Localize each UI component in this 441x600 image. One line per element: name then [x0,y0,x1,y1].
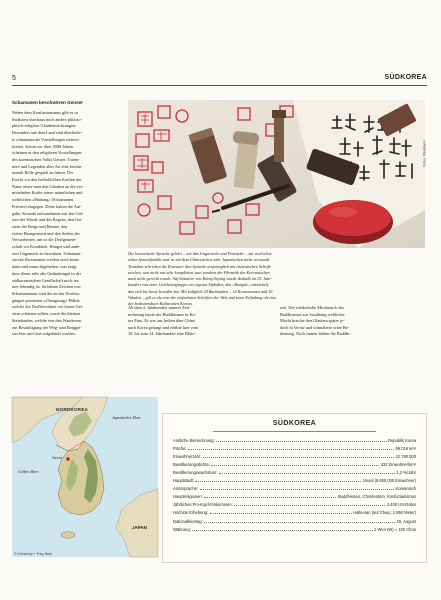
text-line: doch in Verruf und schmälerte seine Be- [280,324,350,330]
fact-value: Seoul (9.650.000 Einwohner) [362,478,416,484]
text-line: Südkorea durchaus noch andere philoso- [12,116,82,122]
text-line: rechnung fasste der Buddhismus in Ko- [128,311,197,317]
text-line: Trotzdem schrieben die Koreaner ihre Sprache ursprünglich mit chinesischen Schrift- [128,263,272,269]
fact-label: Bevölkerungswachstum: [173,469,218,475]
label-sea-of-japan: Japanisches Meer [112,415,141,420]
fact-value: Republik Korea [388,437,416,443]
text-line: Priester) entgegen. Diese hatten die Auf- [12,203,82,209]
text-line: 10. bis zum 14. Jahrhundert eine Blüte- [128,331,196,336]
text-line: Schamanismus sind die an des Dorfein- [12,290,81,296]
leader-dots [234,505,385,506]
text-line: mende Rolle gespielt zu haben. Der [12,170,74,176]
fact-value: 15. August [396,518,416,524]
text-line: mer lebendig ist. Sichtbare Zeichen von [12,284,81,290]
text-line: des koreanischen Volks Geister, Totem- [12,156,80,162]
shamanism-heading: Schamanen beschwören Geister [12,100,83,105]
fact-row [173,468,416,475]
text-line: rea Fuss. Er war aus Indien über China [128,318,195,323]
text-line: zur Besänftigung der Weg- und Berggei- [12,324,82,330]
fact-value: 42.780.000 [395,453,416,459]
text-line: Besonders auf dem Land sind überliefer- [12,130,83,136]
seal-photo [128,100,425,248]
fact-value: Halla-san (auf Cheju; 1.950 Meter) [353,510,416,516]
fact-row [173,477,416,484]
shamanism-body [12,110,122,338]
fact-label: Amtssprache: [173,486,199,492]
leader-dots [204,522,395,523]
text-line: dann und wann abgehalten, was zeigt, [12,264,78,270]
fact-value: 1 Won (W) = 100 Chon [374,526,416,532]
fact-label: Fläche: [173,445,187,451]
text-line: hundert von einer Gelehrtengruppe ein eigenes Alphabet, das »Hangul«, entwickelt, [128,282,270,288]
map-credit: © Kümmerly + Frey, Bern [14,552,53,556]
fact-row [173,501,416,508]
text-line: scheinen in den religiösen Vorstellungen [12,150,82,156]
text-line: schen Sprachfamilie und ist mit dem Chinesischen oder Japanischen nicht verwandt. [128,257,271,263]
text-line: der bedeutendsten Kulturtaten Koreas. [128,301,193,307]
fact-row [173,444,416,451]
text-line: Neben dem Konfuzianismus gibt es in [12,110,78,115]
text-line: Buddhismus zur Ausübung weltlicher [280,311,345,317]
fact-value: 99.016 km² [395,445,416,451]
facts-box [162,413,427,563]
text-line: dass dieser sehr alte Gedankengut in der [12,270,82,276]
text-line: phisch-religiöse Glaubensrichtungen: [12,123,77,129]
fact-row [173,517,416,524]
fact-value: Koreanisch [395,486,416,492]
red-ink-pad [313,200,393,244]
fact-label: Währung: [173,526,191,532]
text-line: weiblichen »Mudang« (Schamanen, [12,197,74,203]
text-line: vielen Hausgeistern und den Seelen der [12,230,80,236]
text-line: stische Zeremonien werden noch heute [12,257,80,263]
label-yellow-sea: Gelbes Meer [18,469,39,474]
header-rule [12,85,427,86]
fact-row [173,485,416,492]
leader-dots [204,497,336,498]
text-line: tiere und Legenden aller Art eine bestim- [12,163,83,169]
leader-dots [219,473,395,474]
text-line: stern schützen sollen, sowie die kleinen [12,311,81,317]
fact-label: Bevölkerungsdichte: [173,461,210,467]
fact-row [173,493,416,500]
text-line: gabe, Kontakt aufzunehmen mit den Göt- [12,210,84,216]
text-line: schaft vor Krankheit, Hunger und ande- [12,244,81,250]
label-north-korea: NORDKOREA [56,407,89,412]
text-line: Steinhaufen, welche von den Wanderern [12,317,82,323]
fact-value: 4.400 US-Dollar [386,502,416,508]
fact-value: 1,2 %/Jahr [396,469,416,475]
text-line: nach Korea gelangt und erlebte hier vom [128,324,199,330]
text-line: Vokalen – gilt es als eine der einfachsten Schriften der Welt und seine Erfindung als eine [128,295,277,301]
photo-caption [128,251,425,308]
text-line: zeit. Der wiederholte Missbrauch des [280,305,345,310]
text-line: ster hier und dort aufgehäuft werden. [12,331,76,337]
text-line: auch nicht gerecht wurde. Auf Initiative von König Sejong wurde deshalb im 15. Jahr- [128,276,273,282]
fact-label: Amtliche Bezeichnung: [173,437,215,443]
text-line: Furcht vor den bedrohlichen Kräften der [12,177,82,183]
fact-label: Nationalfeiertag: [173,518,203,524]
text-line: das sich bis heute bewährt hat. Mit lediglich 24 Buchstaben – 14 Konsonanten und 10 [128,288,273,294]
leader-dots [210,513,352,514]
fact-label: Jährliches Pro-Kopf-Einkommen: [173,502,233,508]
text-line: Ab dem 4. Jahrhundert unserer Zeit- [128,305,191,310]
text-line: Die koreanische Sprache gehört – wie das Ungarische und Finnische – zur ural-altai- [128,251,273,256]
leader-dots [188,449,394,450]
facts-title-rule [213,431,376,432]
text-line: zeichen, was nicht nur sehr kompliziert war, sondern der Phonetik des Koreanischen [128,269,270,275]
facts-title: SÜDKOREA [272,420,317,427]
text-line: Natur setzte man den Glauben an die ver- [12,183,84,189]
text-line: Verstorbenen, um so die Dorfgemein- [12,237,77,243]
text-line: stern der Berge und Bäume, den [12,223,68,229]
leader-dots [195,481,361,482]
fact-row [173,452,416,459]
fact-row [173,460,416,467]
text-line: mittelnden Kräfte seiner männlichen und [12,190,83,196]
text-line: deutung. Noch immer bilden die Buddhi- [280,331,351,336]
text-line: te schamanische Vorstellungen weitver- [12,136,81,142]
korea-map [12,397,158,557]
fact-value: 432 Einwohner/km² [380,461,416,467]
fact-label: Höchste Erhebung: [173,510,209,516]
fact-value: Buddhismus, Christentum, Konfuzianismus [337,494,416,500]
text-line: welche die Dorfbewohner vor bösen Gei- [12,304,84,310]
buddhism-text-right [280,305,425,338]
fact-row [173,525,416,532]
fact-label: Hauptreligionen: [173,494,203,500]
label-seoul: Seoul [52,456,62,460]
leader-dots [203,457,395,458]
leader-dots [216,441,386,442]
text-line: tern der Winde und des Regens, den Gei- [12,217,83,223]
leader-dots [192,530,372,531]
running-head-country: SÜDKOREA [384,74,427,81]
leader-dots [211,465,379,466]
photo-credit: Fotos: Weidmann [423,140,427,167]
text-line: gängen postierten »Changsung«-Pfähle, [12,297,81,303]
text-line: Macht brachte den Glauben später je- [280,318,345,323]
text-line: rem Ungemach zu bewahren. Schamani- [12,250,82,256]
leader-dots [200,489,394,490]
fact-row [173,436,416,443]
label-japan: JAPAN [132,525,147,530]
fact-label: Hauptstadt: [173,478,194,484]
text-line: südkoreanischen Gesellschaft noch im- [12,277,80,283]
page-number: 5 [12,75,16,82]
fact-row [173,509,416,516]
buddhism-text-left [128,305,273,338]
text-line: breitet. Schon vor über 3000 Jahren [12,143,74,149]
fact-label: Einwohnerzahl: [173,453,201,459]
